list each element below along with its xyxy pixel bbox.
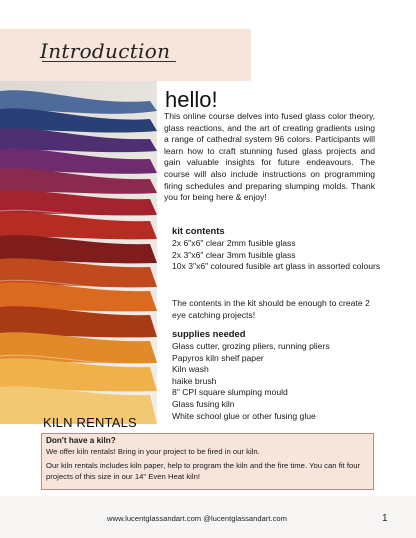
list-item: 8" CPI square slumping mould bbox=[172, 387, 288, 398]
glass-photo bbox=[0, 81, 157, 424]
footer-links[interactable]: www.lucentglassandart.com @lucentglassandart.com bbox=[107, 514, 287, 523]
intro-banner bbox=[0, 29, 251, 81]
glass-photo-image bbox=[0, 81, 157, 424]
kiln-line-2: Our kiln rentals includes kiln paper, help to program the kiln and the fire time. You can fit four projects of this size in our 14" Even Heat kiln! bbox=[46, 461, 361, 481]
supplies-list bbox=[172, 341, 382, 422]
banner-title: Introduction bbox=[40, 39, 171, 63]
kit-contents-title: kit contents bbox=[172, 225, 225, 236]
kiln-rentals-heading: KILN RENTALS bbox=[43, 415, 137, 430]
list-item: 10x 3"x6" coloured fusible art glass in assorted colours bbox=[172, 261, 381, 272]
intro-heading: hello! bbox=[165, 87, 218, 112]
list-item: 2x 3"x6" clear 3mm fusible glass bbox=[172, 249, 296, 260]
kit-contents-list bbox=[172, 238, 382, 273]
list-item: Glass cutter, grozing pliers, running pliers bbox=[172, 341, 330, 351]
list-item: White school glue or other fusing glue bbox=[172, 410, 316, 421]
list-item: 2x 6"x6" clear 2mm fusible glass bbox=[172, 238, 296, 248]
kiln-rentals-box bbox=[41, 433, 374, 490]
kit-note: The contents in the kit should be enough to create 2 eye catching projects! bbox=[172, 298, 370, 320]
page-number: 1 bbox=[382, 513, 388, 524]
kiln-question: Don't have a kiln? bbox=[46, 436, 116, 445]
list-item: haike brush bbox=[172, 375, 217, 386]
intro-paragraph: This online course delves into fused glass color theory, glass reactions, and the art of creating gradients using a range of cathedral system 96 colors. Participants will learn how to craft stunning fused glass projects and gain valuable insights for future endeavours. The course will also include instructions on programming firing schedules and preparing slumping molds. Thank you for being here & enjoy! bbox=[164, 111, 375, 203]
list-item: Glass fusing kiln bbox=[172, 398, 235, 409]
list-item: Papyros kiln shelf paper bbox=[172, 352, 264, 363]
kiln-line-1: We offer kiln rentals! Bring in your project to be fired in our kiln. bbox=[46, 446, 260, 456]
supplies-title: supplies needed bbox=[172, 328, 246, 339]
list-item: Kiln wash bbox=[172, 364, 209, 375]
